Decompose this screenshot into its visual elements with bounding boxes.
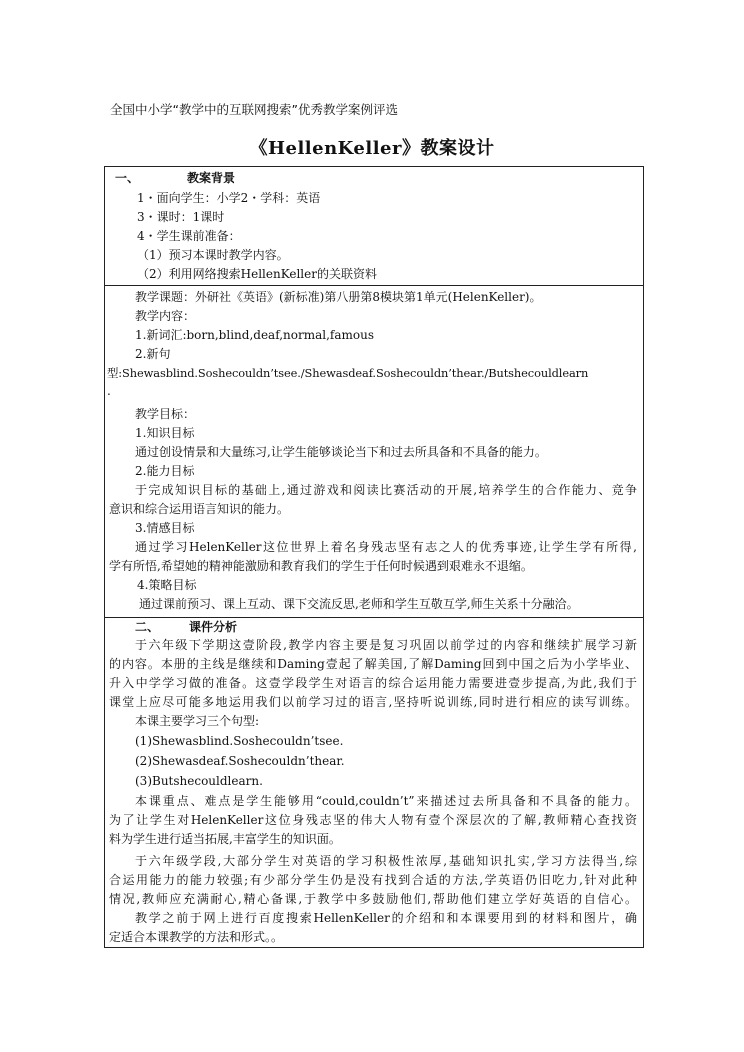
content-line: . [107,384,111,398]
content-line: 型:Shewasblind.Soshecouldn’tsee./Shewasdeaf.Soshecouldn’thear./Butshecouldlearn [107,366,589,380]
analysis-line: 料为学生进行适当拓展,丰富学生的知识面。 [109,832,341,846]
content-line: 教学内容： [135,309,196,323]
analysis-line: 的内容。本册的主线是继续和Daming壹起了解美国,了解Daming回到中国之后为小学毕业、 [109,657,637,671]
content-line: 通过学习HelenKeller这位世界上着名身残志坚有志之人的优秀事迹,让学生学有所得, [135,540,637,554]
analysis-line: (1)Shewasblind.Soshecouldn’tsee. [135,734,344,748]
content-line: 意识和综合运用语言知识的能力。 [109,502,290,516]
analysis-line: 于六年级学段,大部分学生对英语的学习积极性浓厚,基础知识扎实,学习方法得当,综 [135,854,637,868]
background-line: （2）利用网络搜索HellenKeller的关联资料 [137,267,377,281]
analysis-line: 于六年级下学期这壹阶段,教学内容主要是复习巩固以前学过的内容和继续扩展学习新 [135,638,637,652]
analysis-line: 课堂上应尽可能多地运用我们以前学习过的语言,坚持听说训练,同时进行相应的读写训练。 [109,695,637,709]
analysis-line: 本课重点、难点是学生能够用“could,couldn’t”来描述过去所具备和不具备的能力。 [135,794,637,808]
background-line: 3・课时：1课时 [137,210,225,224]
analysis-line: 合运用能力的能力较强;有少部分学生仍是没有找到合适的方法,学英语仍旧吃力,针对此种 [109,873,637,887]
section-number: 二、 [135,620,160,634]
background-line: 1・面向学生：小学2・学科：英语 [137,191,321,205]
content-line: 2.新句 [135,347,171,361]
content-line: 1.知识目标 [135,426,195,440]
section-title: 课件分析 [189,620,238,634]
content-line: 4.策略目标 [137,578,197,592]
analysis-line: 升入中学学习做的准备。这壹学段学生对语言的综合运用能力需要进壹步提高,为此,我们于 [109,676,637,690]
content-line: 于完成知识目标的基础上,通过游戏和阅读比赛活动的开展,培养学生的合作能力、竞争 [135,483,637,497]
content-line: 3.情感目标 [135,521,195,535]
analysis-line: 为了让学生对HelenKeller这位身残志坚的伟大人物有壹个深层次的了解,教师精心查找资 [109,813,637,827]
analysis-line: 本课主要学习三个句型: [135,714,260,728]
section-number: 一、 [115,171,140,185]
analysis-line: (3)Butshecouldlearn. [135,774,263,788]
section-courseware-analysis [105,617,643,948]
analysis-line: 情况,教师应充满耐心,精心备课,于教学中多鼓励他们,帮助他们建立学好英语的自信心。 [109,892,637,906]
content-line: 通过创设情景和大量练习,让学生能够谈论当下和过去所具备和不具备的能力。 [135,445,547,459]
document-title: 《HellenKeller》教案设计 [249,138,495,159]
content-line: 通过课前预习、课上互动、课下交流反思,老师和学生互敬互学,师生关系十分融洽。 [139,597,579,611]
analysis-line: 定适合本课教学的方法和形式。。 [109,930,284,944]
background-line: 4・学生课前准备： [137,229,241,243]
analysis-line: 教学之前于网上进行百度搜索HellenKeller的介绍和和本课要用到的材料和图片，确 [135,911,637,925]
section-heading [115,171,643,185]
content-line: 2.能力目标 [135,464,195,478]
lesson-plan-table [104,166,644,948]
page-header: 全国中小学“教学中的互联网搜索”优秀教学案例评选 [110,102,398,117]
section-heading [135,620,643,634]
section-objectives [105,285,643,618]
content-line: 学有所悟,希望她的精神能激励和教育我们的学生于任何时候遇到艰难永不退缩。 [109,559,533,573]
analysis-line: (2)Shewasdeaf.Soshecouldn’thear. [135,754,345,768]
content-line: 1.新词汇:born,blind,deaf,normal,famous [135,328,374,342]
content-line: 教学课题：外研社《英语》(新标准)第八册第8模块第1单元(HelenKeller)。 [135,290,542,304]
content-line: 教学目标： [135,407,196,421]
section-title: 教案背景 [187,171,236,185]
background-line: （1）预习本课时教学内容。 [137,248,289,262]
section-background [105,167,643,285]
